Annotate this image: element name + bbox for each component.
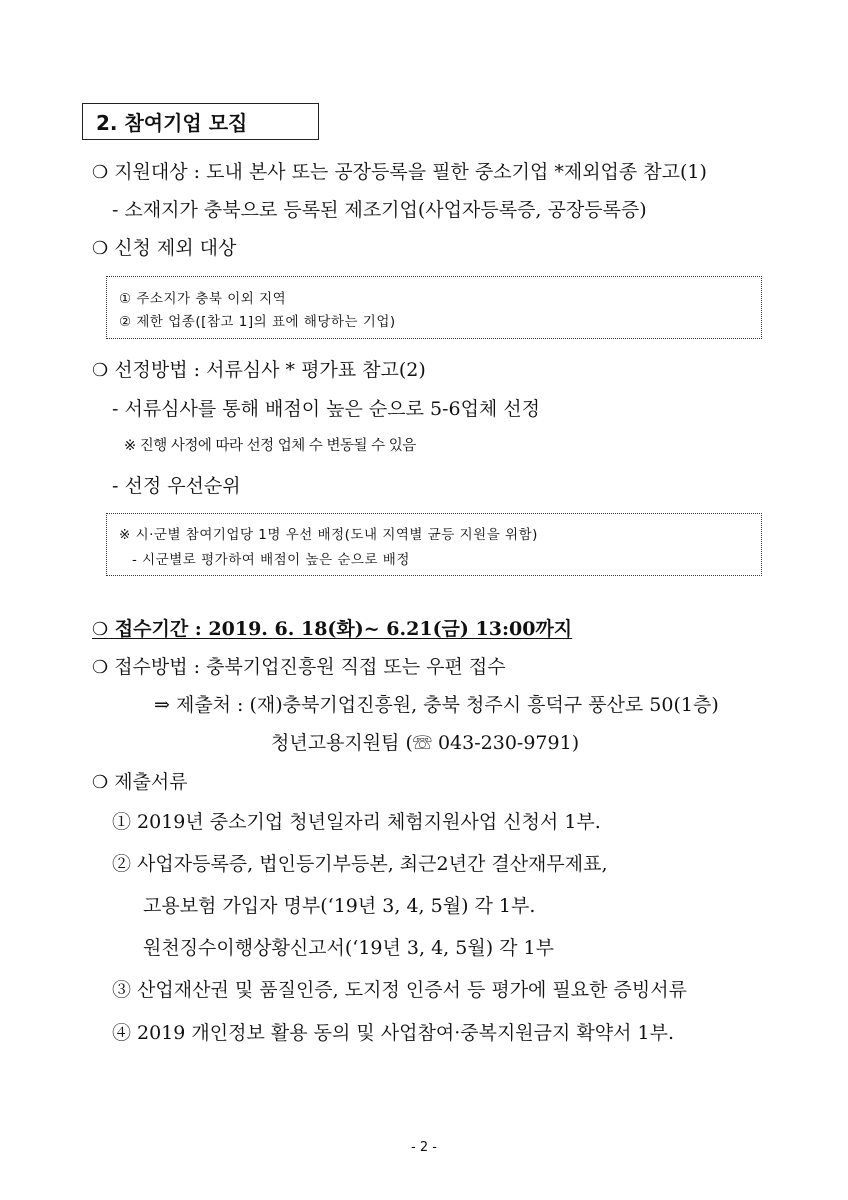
section-title: 2. 참여기업 모집: [96, 111, 248, 135]
method-contact: 청년고용지원팀 (☏ 043-230-9791): [271, 732, 580, 754]
bullet-icon: ❍: [92, 619, 109, 640]
priority-item: ※ 시·군별 참여기업당 1명 우선 배정(도내 지역별 균등 지원을 위함): [119, 527, 538, 543]
selection-row: [92, 355, 426, 382]
eligibility-main: 지원대상 : 도내 본사 또는 공장등록을 필한 중소기업 *제외업종 참고(1): [114, 161, 707, 183]
method-row: [92, 652, 506, 679]
selection-note: ※ 진행 사정에 따라 선정 업체 수 변동될 수 있음: [124, 438, 416, 454]
document-item: ④ 2019 개인정보 활용 동의 및 사업참여·중복지원금지 확약서 1부.: [112, 1022, 674, 1044]
bullet-icon: ❍: [92, 657, 109, 678]
exclusion-main: 신청 제외 대상: [114, 237, 237, 259]
bullet-icon: ❍: [92, 360, 109, 381]
bullet-icon: ❍: [92, 772, 109, 793]
exclusion-row: [92, 233, 236, 260]
document-item: ③ 산업재산권 및 품질인증, 도지정 인증서 등 평가에 필요한 증빙서류: [112, 979, 687, 1001]
documents-row: [92, 767, 188, 794]
selection-sub2: - 선정 우선순위: [112, 475, 241, 497]
priority-item: - 시군별로 평가하여 배점이 높은 순으로 배정: [132, 552, 410, 568]
selection-sub1: - 서류심사를 통해 배점이 높은 순으로 5-6업체 선정: [112, 398, 541, 420]
bullet-icon: ❍: [92, 238, 109, 259]
document-item: 원천징수이행상황신고서(‘19년 3, 4, 5월) 각 1부: [143, 937, 554, 959]
period-text: 접수기간 : 2019. 6. 18(화)~ 6.21(금) 13:00까지: [114, 618, 573, 640]
method-address: ⇒ 제출처 : (재)충북기업진흥원, 충북 청주시 흥덕구 풍산로 50(1층): [154, 694, 719, 716]
documents-main: 제출서류: [114, 771, 188, 793]
eligibility-row: [92, 157, 707, 184]
exclusion-item: ① 주소지가 충북 이외 지역: [119, 291, 287, 307]
page-number: - 2 -: [411, 1140, 437, 1155]
document-item: ② 사업자등록증, 법인등기부등본, 최근2년간 결산재무제표,: [112, 853, 608, 875]
exclusion-item: ② 제한 업종([참고 1]의 표에 해당하는 기업): [119, 314, 396, 330]
document-item: 고용보험 가입자 명부(‘19년 3, 4, 5월) 각 1부.: [143, 895, 536, 917]
selection-main: 선정방법 : 서류심사 * 평가표 참고(2): [114, 359, 426, 381]
method-main: 접수방법 : 충북기업진흥원 직접 또는 우편 접수: [114, 656, 506, 678]
document-item: ① 2019년 중소기업 청년일자리 체험지원사업 신청서 1부.: [112, 811, 601, 833]
bullet-icon: ❍: [92, 162, 109, 183]
eligibility-sub: - 소재지가 충북으로 등록된 제조기업(사업자등록증, 공장등록증): [112, 199, 647, 221]
period-row: [92, 614, 572, 641]
